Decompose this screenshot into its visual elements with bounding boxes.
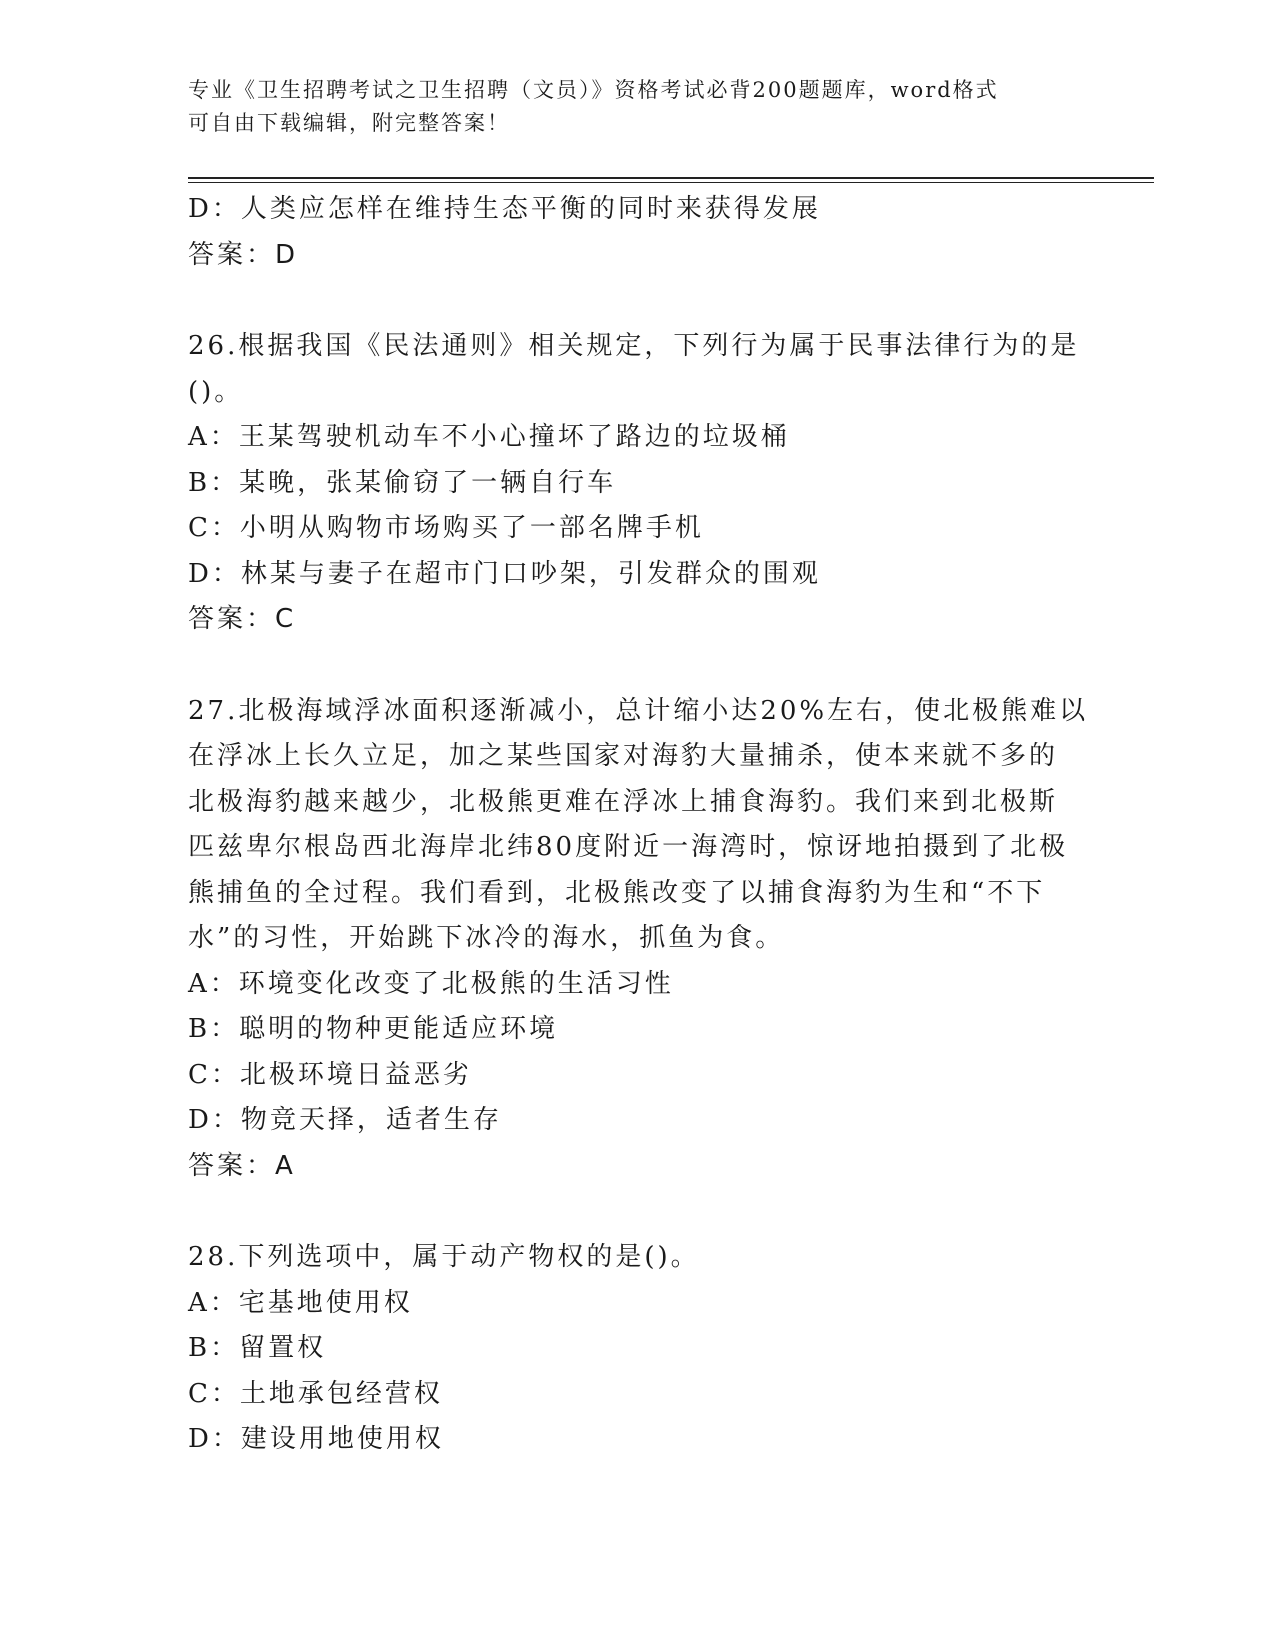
answer: 答案：C [188, 604, 297, 634]
header-line-1: 专业《卫生招聘考试之卫生招聘（文员）》资格考试必背200题题库，word格式 [188, 78, 999, 102]
option-a: A：宅基地使用权 [188, 1287, 413, 1318]
page-header [188, 74, 1088, 140]
question-26 [188, 324, 1088, 643]
option-d: D：建设用地使用权 [188, 1424, 444, 1454]
option-a: A：环境变化改变了北极熊的生活习性 [188, 968, 674, 999]
question-stem: 26.根据我国《民法通则》相关规定，下列行为属于民事法律行为的是 [188, 331, 1080, 361]
option-d: D：人类应怎样在维持生态平衡的同时来获得发展 [188, 194, 821, 224]
question-stem: 在浮冰上长久立足，加之某些国家对海豹大量捕杀，使本来就不多的 [188, 741, 1059, 771]
header-rule-thick [188, 177, 1154, 179]
option-b: B：留置权 [188, 1333, 327, 1363]
option-c: C：土地承包经营权 [188, 1378, 443, 1409]
option-d: D：物竞天择，适者生存 [188, 1105, 502, 1135]
question-stem: 熊捕鱼的全过程。我们看到，北极熊改变了以捕食海豹为生和“不下 [188, 877, 1046, 908]
question-stem: 27.北极海域浮冰面积逐渐减小，总计缩小达20%左右，使北极熊难以 [188, 695, 1089, 726]
question-stem: 匹兹卑尔根岛西北海岸北纬80度附近一海湾时，惊讶地拍摄到了北极 [188, 832, 1069, 862]
answer: 答案：D [188, 239, 299, 270]
question-28 [188, 1235, 1088, 1463]
question-stem: 水”的习性，开始跳下冰冷的海水，抓鱼为食。 [188, 923, 785, 953]
question-stem: 28.下列选项中，属于动产物权的是()。 [188, 1242, 700, 1272]
option-b: B：聪明的物种更能适应环境 [188, 1014, 559, 1044]
question-27 [188, 689, 1088, 1190]
option-d: D：林某与妻子在超市门口吵架，引发群众的围观 [188, 558, 821, 589]
previous-question-tail [188, 187, 1088, 278]
answer: 答案：A [188, 1150, 296, 1181]
option-a: A：王某驾驶机动车不小心撞坏了路边的垃圾桶 [188, 422, 790, 452]
option-b: B：某晚，张某偷窃了一辆自行车 [188, 467, 617, 498]
option-c: C：北极环境日益恶劣 [188, 1059, 472, 1090]
option-c: C：小明从购物市场购买了一部名牌手机 [188, 513, 704, 543]
header-rule-thin [188, 182, 1154, 183]
question-stem: 北极海豹越来越少，北极熊更难在浮冰上捕食海豹。我们来到北极斯 [188, 786, 1059, 817]
document-body [188, 187, 1088, 1463]
header-line-2: 可自由下载编辑，附完整答案！ [188, 111, 510, 135]
question-stem: ()。 [188, 376, 244, 407]
